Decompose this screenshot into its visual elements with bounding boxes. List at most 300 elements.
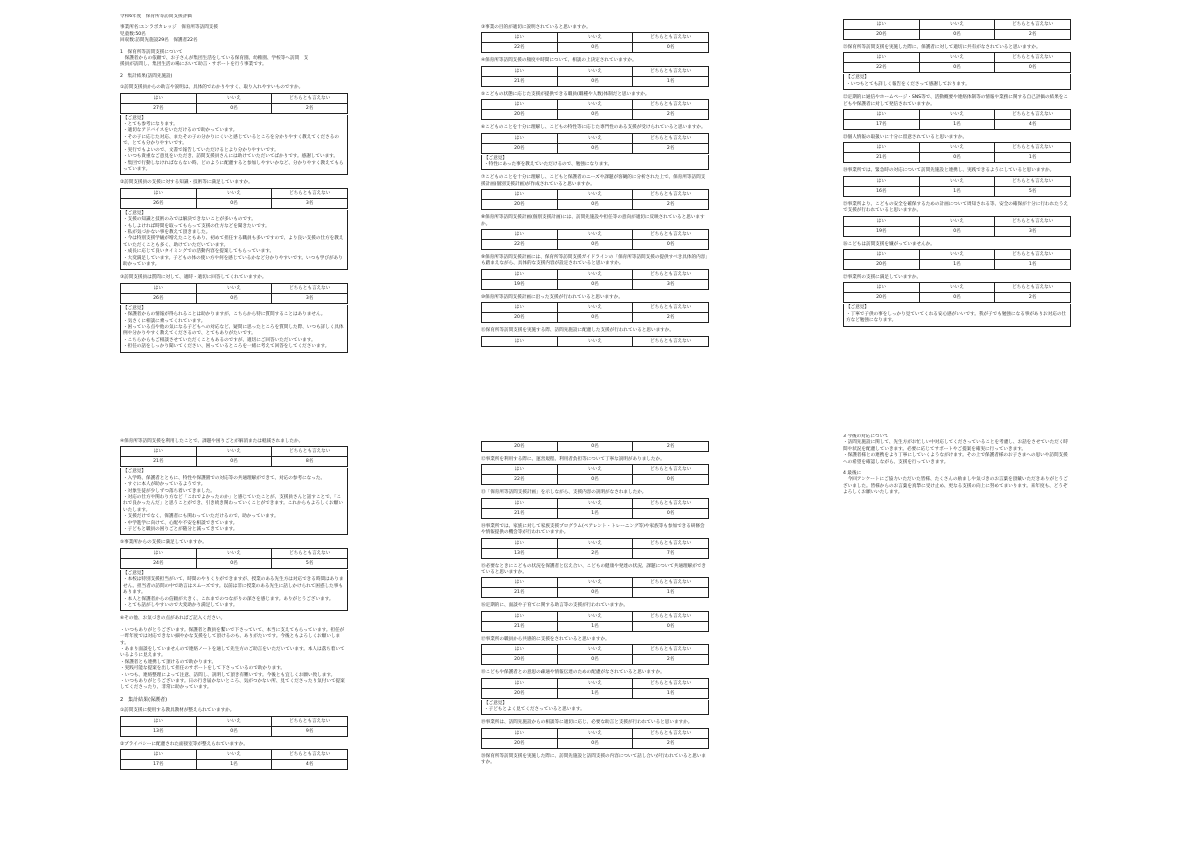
answer-count: 0名 xyxy=(196,558,272,568)
answer-count: 0名 xyxy=(557,143,633,153)
answer-label: はい xyxy=(121,447,197,457)
question-text: ㉑保育所等訪問支援を実施した際に、保護者に対して適切に共有がなされていると思いますか。 xyxy=(843,45,1041,50)
opinion-line: ・対応の仕方や関わり方など「これでよかったのか」と感じていたことが、支援員さんと話すことで、「これで良かったんだ」と思うことができ、引き続き関わっていくことができます。これからもよろしくお願いいたします。 xyxy=(123,495,343,513)
opinion-line: 【ご意見】 xyxy=(123,469,146,475)
answer-label: どちらとも言えない xyxy=(995,53,1071,63)
answer-count: 0名 xyxy=(633,240,709,250)
answer-header-row xyxy=(844,176,1071,186)
question-text: ⑳保育所等訪問支援を実施した際に、訪問先施設と訪問支援の内容について話し合いが行われていると思いますか。 xyxy=(481,753,707,766)
opinion-box xyxy=(120,570,348,611)
answer-table xyxy=(481,99,709,120)
answer-count-row xyxy=(482,475,709,485)
answer-table xyxy=(481,189,709,210)
column-facility-results-2 xyxy=(120,434,348,834)
answer-label: どちらとも言えない xyxy=(633,538,709,548)
answer-count-row xyxy=(482,143,709,153)
answer-count: 1名 xyxy=(557,621,633,631)
answer-count: 0名 xyxy=(196,198,272,208)
opinion-line: ・適切なアドバイスをいただけるので助かっています。 xyxy=(123,128,238,134)
answer-count-row xyxy=(482,200,709,210)
answer-count: 1名 xyxy=(633,588,709,598)
answer-table xyxy=(481,229,709,250)
answer-label: いいえ xyxy=(557,728,633,738)
answer-count-row xyxy=(844,260,1071,270)
answer-label: いいえ xyxy=(557,611,633,621)
opinion-line: ・保護者からの情報が得られることは助かりますが、こちらから特に質問することはありません。 xyxy=(123,312,326,318)
answer-table xyxy=(481,577,709,598)
answer-table xyxy=(481,32,709,53)
question-text: ③訪問支援員は質問に対して、適時・適切に回答してくれていますか。 xyxy=(120,275,267,281)
question-text: ⑫事業所を利用する際に、運営規程、利用者負担等について丁寧な説明がありましたか。 xyxy=(481,457,665,462)
answer-count-row xyxy=(121,198,348,208)
answer-label: いいえ xyxy=(919,110,995,120)
question-text: ㉓個人情報の取扱いに十分に留意されていると思いますか。 xyxy=(843,135,968,141)
answer-table xyxy=(481,498,709,519)
answer-count: 20名 xyxy=(482,143,558,153)
opinion-line: ・こちらからもご相談させていただくこともあるのですが、適切にご回答いただいています。 xyxy=(123,337,316,343)
header-line: 1 保育所等訪問支援について xyxy=(120,49,183,55)
answer-header-row xyxy=(482,230,709,240)
column-parent-results-1 xyxy=(481,20,709,412)
answer-table xyxy=(843,176,1071,197)
answer-label: いいえ xyxy=(196,447,272,457)
answer-table xyxy=(481,336,709,347)
answer-count: 0名 xyxy=(557,588,633,598)
answer-label: どちらとも言えない xyxy=(272,93,348,103)
opinion-line: ・成長に応じて良いタイミングでの活動内容を提案してもらっています。 xyxy=(123,249,275,255)
answer-header-row xyxy=(482,33,709,43)
answer-label: どちらとも言えない xyxy=(633,230,709,240)
question-text: ⑤こどもの状態に応じた支援が提供できる職員(職種や人数)体制だと思いますか。 xyxy=(481,91,650,97)
answer-table xyxy=(120,749,348,770)
answer-label: いいえ xyxy=(557,303,633,313)
answer-header-row xyxy=(482,133,709,143)
answer-header-row xyxy=(121,283,348,293)
question-block xyxy=(120,540,348,611)
opinion-line: 【ご意見】 xyxy=(846,75,869,81)
answer-count-row xyxy=(121,726,348,736)
question-block xyxy=(843,168,1071,196)
answer-table xyxy=(481,538,709,559)
answer-count-row xyxy=(482,240,709,250)
opinion-line: 【ご意見】 xyxy=(123,115,146,121)
answer-count-row xyxy=(482,313,709,323)
question-text: ②プライバシーに配慮された面接室等が整えられていますか。 xyxy=(120,741,248,747)
question-text: ⑬「保育所等訪問支援計画」を示しながら、支援内容の説明がなされましたか。 xyxy=(481,490,647,496)
answer-count: 21名 xyxy=(482,588,558,598)
answer-header-row xyxy=(121,447,348,457)
answer-label: どちらとも言えない xyxy=(633,678,709,688)
question-block xyxy=(481,92,709,120)
question-block xyxy=(120,180,348,270)
opinion-line: ・実行でもよいので、文書で報告していただけるとより分かりやすいです。 xyxy=(123,147,279,153)
answer-count: 17名 xyxy=(121,760,197,770)
answer-label: はい xyxy=(482,465,558,475)
answer-header-row xyxy=(482,100,709,110)
answer-count: 0名 xyxy=(557,279,633,289)
answer-count: 2名 xyxy=(633,143,709,153)
answer-count: 22名 xyxy=(482,240,558,250)
opinion-line: 【ご意見】 xyxy=(123,570,146,576)
answer-label: どちらとも言えない xyxy=(995,283,1071,293)
answer-label: いいえ xyxy=(557,538,633,548)
answer-label: はい xyxy=(482,303,558,313)
question-block xyxy=(481,175,709,210)
opinion-line: ・とても話がしやすいので大変助かり満足しています。 xyxy=(123,602,238,608)
answer-header-row xyxy=(482,498,709,508)
column-future-response xyxy=(843,434,1071,634)
answer-label: どちらとも言えない xyxy=(272,283,348,293)
question-block xyxy=(481,125,709,170)
answer-table xyxy=(481,644,709,665)
free-comment-line: ・いつも、連絡整理によって注意、訪問し、説明して頂き有難いです。今後とも宜しくお願い致します。 xyxy=(120,672,336,678)
question-text: ⑦こどものことを十分に理解し、こどもと保護者のニーズや課題が客観的に分析された上で、保育所等訪問支援計画(個別支援計画)が作成されていると思いますか。 xyxy=(481,175,706,187)
answer-count: 21名 xyxy=(844,153,920,163)
answer-label: はい xyxy=(482,100,558,110)
question-text: ㉒定期的に通信やホームページ・SNS等で、活動概要や連絡体制等の情報や業務に関する自己評価の結果をこどもや保護者に対して発信されていますか。 xyxy=(843,95,1068,107)
answer-count: 2名 xyxy=(995,30,1071,40)
answer-table xyxy=(843,249,1071,270)
question-block xyxy=(481,637,709,665)
question-block xyxy=(843,45,1071,90)
question-block xyxy=(481,754,709,767)
question-block xyxy=(481,328,709,346)
answer-count: 1名 xyxy=(919,120,995,130)
answer-header-row xyxy=(482,269,709,279)
question-text: ④保育所等訪問支援の頻度や時間について、相談の上決定されていますか。 xyxy=(481,58,637,64)
opinion-line: ・丁寧で子供の事をしっかり見ていてくれる安心感がいいです。我が子でも勉強になる事がありお対応の仕方など勉強になります。 xyxy=(846,311,1067,324)
answer-count: 2名 xyxy=(633,655,709,665)
opinion-box xyxy=(120,210,348,271)
answer-count-row xyxy=(844,153,1071,163)
answer-label: はい xyxy=(844,250,920,260)
question-text: ①訪問支援員からの助言や説明は、具体的でわかりやすく、取り入れやすいものですか。 xyxy=(120,85,304,91)
answer-count: 3名 xyxy=(272,293,348,303)
answer-table xyxy=(481,728,709,749)
answer-count: 0名 xyxy=(557,240,633,250)
answer-label: はい xyxy=(844,20,920,30)
question-block xyxy=(481,524,709,559)
answer-header-row xyxy=(482,465,709,475)
closing-line: ・訪問先施設に関して、先生方がお忙しい中対応してくださっていることを考慮し、お話をさせていただく時間や状況を配慮していきます。必要に応じてサポートやご提案を確実に行っていきます。 xyxy=(843,440,1069,452)
question-block xyxy=(481,603,709,631)
question-text: ⑥こどものことを十分に理解し、こどもの特性等に応じた専門性のある支援が受けられていると思いますか。 xyxy=(481,125,706,131)
answer-label: いいえ xyxy=(557,678,633,688)
answer-label: はい xyxy=(844,110,920,120)
answer-label: はい xyxy=(482,230,558,240)
answer-label: はい xyxy=(121,750,197,760)
answer-label: はい xyxy=(482,498,558,508)
answer-header-row xyxy=(482,678,709,688)
answer-count: 2名 xyxy=(633,738,709,748)
question-block xyxy=(843,135,1071,163)
question-text: ②訪問支援員の支援に対する知識・技術等に満足していますか。 xyxy=(120,180,253,186)
opinion-line: ・いつも貴重なご意見をいただき、訪問支援員さんには助けていただいてばかりです。感謝しています。 xyxy=(123,154,338,160)
answer-table xyxy=(481,133,709,154)
answer-table xyxy=(481,611,709,632)
answer-count: 22名 xyxy=(482,475,558,485)
opinion-box xyxy=(843,304,1071,326)
answer-label: どちらとも言えない xyxy=(633,336,709,346)
answer-count: 21名 xyxy=(121,457,197,467)
answer-table xyxy=(481,678,709,699)
opinion-line: 【ご意見】 xyxy=(123,305,146,311)
answer-count: 20名 xyxy=(844,293,920,303)
answer-count: 27名 xyxy=(121,103,197,113)
question-block xyxy=(481,457,709,485)
opinion-line: ・担任の話をしっかり聞いてください、困っているところを一緒に考えて回答をしてくださいます。 xyxy=(123,344,330,350)
answer-label: どちらとも言えない xyxy=(995,216,1071,226)
question-block xyxy=(843,202,1071,237)
answer-count-row xyxy=(482,621,709,631)
free-comment-title: ⑥その他、お気づきの点があればご記入ください。 xyxy=(120,616,226,622)
answer-count-row xyxy=(482,279,709,289)
question-block xyxy=(481,670,709,715)
opinion-line: ・子どもと職員の困りごとが随分と減ってきています。 xyxy=(123,527,238,533)
question-block xyxy=(120,85,348,175)
question-block xyxy=(481,255,709,290)
answer-count: 1名 xyxy=(919,260,995,270)
answer-count: 0名 xyxy=(557,43,633,53)
answer-label: はい xyxy=(121,93,197,103)
answer-label: どちらとも言えない xyxy=(995,110,1071,120)
answer-count-row xyxy=(482,110,709,120)
answer-count: 0名 xyxy=(633,508,709,518)
answer-count: 22名 xyxy=(482,43,558,53)
answer-count: 2名 xyxy=(633,442,709,452)
answer-label: いいえ xyxy=(196,283,272,293)
free-comment-line: ・保護者とも連携して頂けるので助かります。 xyxy=(120,659,217,665)
closing-line: 今回アンケートにご協力いただいた皆様、たくさんの励ましや気づきのお言葉を頂戴いただきありがとうございました。皆様からのお言葉を真摯に受け止め、更なる支援の向上に努めてまいります。来年度も、どうぞよろしくお願いいたします。 xyxy=(843,477,1068,496)
answer-count-row xyxy=(844,63,1071,73)
answer-count: 20名 xyxy=(482,442,558,452)
answer-count: 26名 xyxy=(121,293,197,303)
answer-header-row xyxy=(482,645,709,655)
answer-label: いいえ xyxy=(557,645,633,655)
question-block xyxy=(120,708,348,736)
answer-count: 0名 xyxy=(557,313,633,323)
free-comment-line: ・いつもありがとうございます。日の行き届かないところ、気がつかない所、見てくださったり気付いて提案してくださったり、非常に助かっています。 xyxy=(120,678,345,691)
opinion-line: ・支援だけでなく、保護者にも関わっていただけるので、助かっています。 xyxy=(123,514,279,520)
answer-count-row xyxy=(482,548,709,558)
answer-header-row xyxy=(844,53,1071,63)
answer-label: はい xyxy=(121,188,197,198)
answer-label: はい xyxy=(844,176,920,186)
column-parent-results-2 xyxy=(481,436,709,836)
question-text: ⑮必要なときにこどもの状況を保護者と伝え合い、こどもの健康や発達の状況、課題について共通理解ができていると思いますか。 xyxy=(481,563,707,576)
answer-label: どちらとも言えない xyxy=(633,33,709,43)
answer-label: どちらとも言えない xyxy=(633,66,709,76)
answer-label: いいえ xyxy=(196,93,272,103)
question-block xyxy=(481,215,709,250)
answer-count: 0名 xyxy=(557,442,633,452)
answer-count-row xyxy=(121,760,348,770)
answer-table xyxy=(120,446,348,467)
answer-count: 20名 xyxy=(482,200,558,210)
opinion-line: 【ご意見】 xyxy=(846,305,869,311)
question-text: ㉖こどもは訪問支援を嫌がっていませんか。 xyxy=(843,241,935,247)
answer-count: 0名 xyxy=(919,30,995,40)
answer-count: 0名 xyxy=(633,43,709,53)
opinion-box xyxy=(481,700,709,716)
free-comment-line: ・あまり面談をしていませんので連絡ノートを通して先生方のご助言をいただいています。本人は落ち着いているように見えます。 xyxy=(120,646,345,659)
answer-count: 0名 xyxy=(196,293,272,303)
opinion-line: ・困っている点や他の気になる子どもへの対応など、疑問に思ったところを質問した際、いつも詳しく具体例や分かりやすく教えてくださるので、とてもありがたいです。 xyxy=(123,325,344,337)
question-block xyxy=(843,275,1071,327)
answer-label: いいえ xyxy=(919,283,995,293)
answer-header-row xyxy=(844,20,1071,30)
answer-label: いいえ xyxy=(196,548,272,558)
answer-count: 20名 xyxy=(844,30,920,40)
question-block xyxy=(120,742,348,770)
section-title: 2 集計結果(保護者) xyxy=(120,696,168,703)
answer-header-row xyxy=(482,611,709,621)
answer-label: はい xyxy=(121,283,197,293)
answer-label: いいえ xyxy=(557,269,633,279)
answer-table xyxy=(120,283,348,304)
answer-label: どちらとも言えない xyxy=(272,447,348,457)
answer-label: いいえ xyxy=(919,176,995,186)
opinion-box xyxy=(120,468,348,535)
answer-count: 20名 xyxy=(482,655,558,665)
answer-table xyxy=(481,302,709,323)
opinion-line: ・本校は特別支援担当がいて、時間のやりくりができますが、授業のある先生方は対応できる時間はありません。担当者の訪問の中で助言はスムーズです。以前は非に授業のある先生に話しかけられて困惑した事もあります。 xyxy=(123,577,344,596)
answer-count-row xyxy=(482,688,709,698)
answer-count: 1名 xyxy=(557,688,633,698)
answer-label: どちらとも言えない xyxy=(633,611,709,621)
answer-count-row xyxy=(844,186,1071,196)
answer-count: 0名 xyxy=(919,293,995,303)
answer-table xyxy=(481,441,709,452)
answer-label: いいえ xyxy=(557,190,633,200)
answer-label: はい xyxy=(482,678,558,688)
answer-label: はい xyxy=(844,216,920,226)
answer-table xyxy=(843,19,1071,40)
answer-header-row xyxy=(482,336,709,346)
answer-count: 21名 xyxy=(482,621,558,631)
opinion-line: ・中学進学に向けて、心配や不安を相談できています。 xyxy=(123,520,238,526)
answer-label: はい xyxy=(482,66,558,76)
answer-count: 2名 xyxy=(995,293,1071,303)
answer-count: 2名 xyxy=(557,548,633,558)
answer-count: 0名 xyxy=(557,76,633,86)
answer-count-row xyxy=(482,43,709,53)
answer-table xyxy=(120,548,348,569)
answer-count: 4名 xyxy=(995,120,1071,130)
answer-count: 19名 xyxy=(482,279,558,289)
answer-count: 0名 xyxy=(919,63,995,73)
answer-count: 19名 xyxy=(844,226,920,236)
answer-count-row xyxy=(844,226,1071,236)
header-line: 2 集計結果(訪問先施設) xyxy=(120,73,173,79)
answer-label: どちらとも言えない xyxy=(272,188,348,198)
question-block xyxy=(481,720,709,748)
answer-label: どちらとも言えない xyxy=(633,498,709,508)
header-line: 令和6年度 保育所等訪問支援評価 xyxy=(120,14,192,19)
opinion-line: ・集団で行動しなければならない時、どのように配慮すると参加しやすいかなど、分かりやすく教えてもらっています。 xyxy=(123,160,344,172)
answer-count-row xyxy=(482,738,709,748)
question-text: ⑯定期的に、面談や子育てに関する助言等の支援が行われていますか。 xyxy=(481,603,629,609)
answer-label: はい xyxy=(482,269,558,279)
opinion-line: ・その子に応じた対応、またその子の分かりにくいと感じているところを分かりやすく教えてくださるので、とても分かりやすいです。 xyxy=(123,134,339,147)
answer-count: 5名 xyxy=(995,186,1071,196)
answer-count: 1名 xyxy=(557,508,633,518)
question-text: ⑤事業所からの支援に満足していますか。 xyxy=(120,540,207,546)
opinion-line: ・本人と保護者からの信頼が大きく、これまでのつながりの深さを感じます。ありがとうございます。 xyxy=(123,596,334,602)
answer-label: いいえ xyxy=(557,465,633,475)
closing-line: ・保護者様との連携をより丁寧にしていくようながけます。その上で保護者様のお子さまへの思いや訪問支援への希望を確認しながら、支援を行っていきます。 xyxy=(843,453,1068,465)
question-block xyxy=(481,564,709,599)
opinion-line: 【ご意見】 xyxy=(484,700,507,706)
answer-label: いいえ xyxy=(919,250,995,260)
answer-label: いいえ xyxy=(557,133,633,143)
answer-count: 3名 xyxy=(272,198,348,208)
answer-header-row xyxy=(844,250,1071,260)
answer-count: 20名 xyxy=(844,260,920,270)
answer-count-row xyxy=(844,30,1071,40)
answer-label: どちらとも言えない xyxy=(272,750,348,760)
answer-label: いいえ xyxy=(557,578,633,588)
answer-count: 1名 xyxy=(919,186,995,196)
answer-count-row xyxy=(482,588,709,598)
answer-header-row xyxy=(482,728,709,738)
answer-label: はい xyxy=(482,538,558,548)
answer-label: はい xyxy=(482,33,558,43)
opinion-line: ・もしよければ時間を取ってもらって支援の仕方などを聞きたいです。 xyxy=(123,223,270,229)
header-line: 保護者からの依頼で、お子さんが集団生活をしている保育園、幼稚園、学校等へ訪問 支 xyxy=(120,56,309,62)
answer-count-row xyxy=(482,76,709,86)
answer-count: 20名 xyxy=(482,110,558,120)
answer-count: 0名 xyxy=(995,63,1071,73)
column-parent-results-3 xyxy=(843,14,1071,394)
free-comment-line: ・いつもありがとうございます。保護者と教員を繋いで下さっていて、本当に支えてもらっています。担任が一昨年度では対応できない細やかな支援をして頂けるのも、ありがたいです。今後ともよろしくお願いします。 xyxy=(120,627,345,646)
answer-label: はい xyxy=(121,716,197,726)
answer-count: 3名 xyxy=(995,226,1071,236)
answer-count-row xyxy=(121,293,348,303)
answer-count: 0名 xyxy=(557,655,633,665)
answer-count: 16名 xyxy=(844,186,920,196)
answer-count: 2名 xyxy=(633,313,709,323)
answer-label: どちらとも言えない xyxy=(995,143,1071,153)
answer-label: いいえ xyxy=(919,20,995,30)
answer-count-row xyxy=(121,457,348,467)
answer-count-row xyxy=(482,508,709,518)
answer-label: はい xyxy=(482,611,558,621)
question-block xyxy=(843,95,1071,130)
question-block xyxy=(481,25,709,53)
opinion-line: ・大変満足しています。子どもの体の使い方や何を感じているかなど分かりやすいです。いつも学びがあり助かっています。 xyxy=(123,255,343,267)
closing-line: 3 今後の対応について xyxy=(843,434,889,439)
answer-label: いいえ xyxy=(557,33,633,43)
answer-label: いいえ xyxy=(919,143,995,153)
answer-header-row xyxy=(482,66,709,76)
answer-label: どちらとも言えない xyxy=(272,716,348,726)
opinion-line: ・特性にあった事を教えていただけるので、勉強になります。 xyxy=(484,162,613,168)
question-text: ⑪保育所等訪問支援を実施する際、訪問先施設に配慮した支援が行われていると思いますか。 xyxy=(481,328,674,334)
answer-count: 7名 xyxy=(633,548,709,558)
answer-label: はい xyxy=(482,728,558,738)
answer-table xyxy=(843,282,1071,303)
answer-count: 0名 xyxy=(557,200,633,210)
question-text: ①訪問支援に使用する教具教材が整えられていますか。 xyxy=(120,708,235,714)
answer-count: 3名 xyxy=(633,279,709,289)
answer-count: 20名 xyxy=(482,313,558,323)
question-text: ⑨保育所等訪問支援計画には、保育所等訪問支援ガイドラインの「保育所等訪問支援の提供すべき具体的内容」も踏まえながら、具体的な支援内容が設定されていると思いますか。 xyxy=(481,255,708,267)
answer-label: どちらとも言えない xyxy=(633,100,709,110)
header-line: 児童数:50名 xyxy=(120,31,146,37)
answer-count: 21名 xyxy=(482,76,558,86)
answer-count: 21名 xyxy=(482,508,558,518)
